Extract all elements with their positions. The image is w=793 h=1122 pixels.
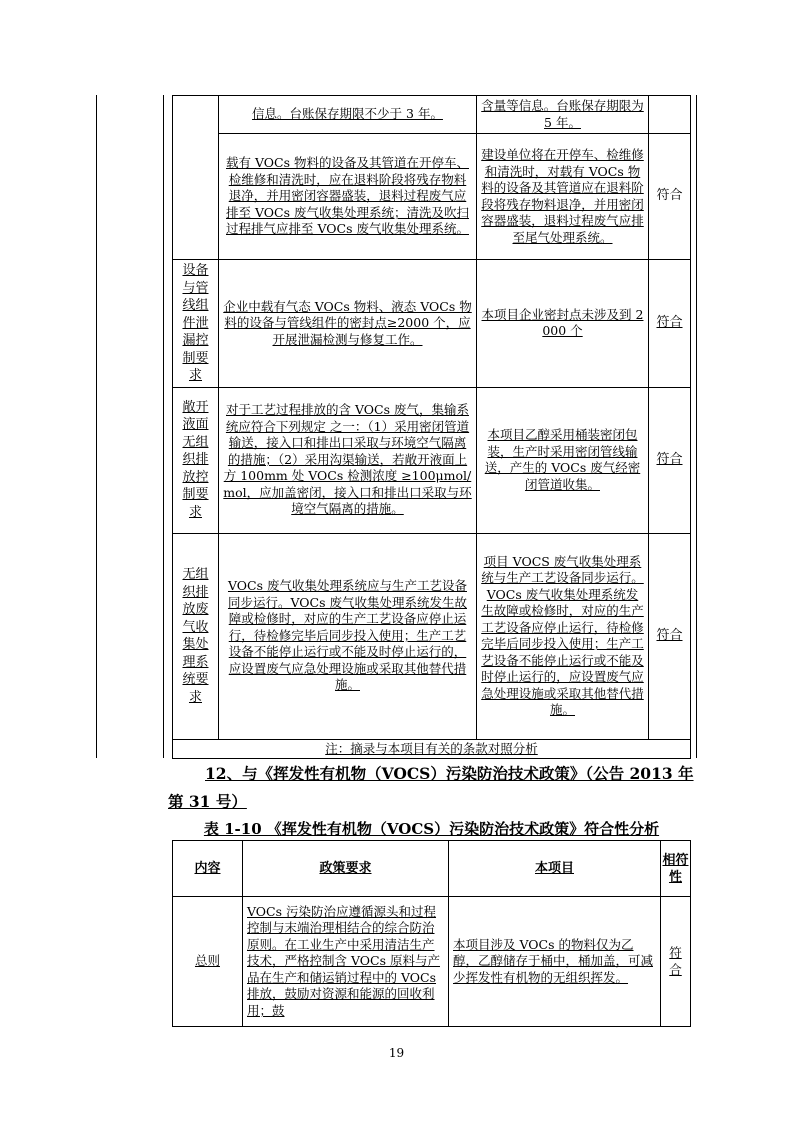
result-cell: 符合 — [649, 533, 691, 739]
project-cell: 本项目乙醇采用桶装密闭包装，生产时采用密闭管线输送，产生的 VOCs 废气经密闭管道收集。 — [477, 387, 649, 533]
table-row — [173, 96, 691, 134]
section-heading-line-1: 12、与《挥发性有机物（VOCS）污染防治技术政策》（公告 2013 年 — [205, 764, 694, 783]
outer-table-column-line — [163, 95, 164, 758]
requirement-cell: VOCs 废气收集处理系统应与生产工艺设备同步运行。VOCs 废气收集处理系统发生故障或检修时，对应的生产工艺设备应停止运行，待检修完毕后同步投入使用；生产工艺设备不能停止运行或不能及时停止运行的，应设置废气应急处理设施或采取其他替代措施。 — [219, 533, 477, 739]
header-compliance: 相符性 — [661, 841, 691, 897]
header-project: 本项目 — [449, 841, 661, 897]
category-cell: 敞开液面无组织排放控制要求 — [173, 387, 219, 533]
table-row — [173, 897, 691, 1027]
project-cell: 含量等信息。台账保存期限为 5 年。 — [477, 96, 649, 134]
table-caption: 表 1-10 《挥发性有机物（VOCS）污染防治技术政策》符合性分析 — [203, 820, 660, 838]
project-cell: 本项目涉及 VOCs 的物料仅为乙醇，乙醇储存于桶中，桶加盖，可减少挥发性有机物的无组织挥发。 — [449, 897, 661, 1027]
table-note: 注：摘录与本项目有关的条款对照分析 — [173, 739, 691, 758]
requirement-cell: 对于工艺过程排放的含 VOCs 废气，集输系统应符合下列规定 之一：（1）采用密闭管道输送，接入口和排出口采取与环境空气隔离的措施；（2）采用沟渠输送，若敞开液面上方 100mm 处 VOCs 检测浓度 ≥100μmol/mol，应加盖密闭，接入口和排出口采取与环境空气隔离的措施。 — [219, 387, 477, 533]
project-cell: 项目 VOCS 废气收集处理系统与生产工艺设备同步运行。VOCs 废气收集处理系统发生故障或检修时，对应的生产工艺设备应停止运行，待检修完毕后同步投入使用；生产工艺设备不能停止运行或不能及时停止运行的，应设置废气应急处理设施或采取其他替代措施。 — [477, 533, 649, 739]
requirement-cell: 信息。台账保存期限不少于 3 年。 — [219, 96, 477, 134]
result-cell: 符合 — [649, 260, 691, 388]
category-cell: 设备与管线组件泄漏控制要求 — [173, 260, 219, 388]
page-number: 19 — [388, 1046, 405, 1060]
result-cell — [649, 96, 691, 134]
policy-compliance-table — [172, 840, 691, 1027]
compliance-cell: 符合 — [661, 897, 691, 1027]
policy-cell: VOCs 污染防治应遵循源头和过程控制与末端治理相结合的综合防治原则。在工业生产中采用清洁生产技术，严格控制含 VOCs 原料与产品在生产和储运销过程中的 VOCs 排放，鼓励对资源和能源的回收利用；鼓 — [243, 897, 449, 1027]
project-cell: 本项目企业密封点未涉及到 2000 个 — [477, 260, 649, 388]
table-row — [173, 387, 691, 533]
category-cell: 无组织排放废气收集处理系统要求 — [173, 533, 219, 739]
requirement-cell: 载有 VOCs 物料的设备及其管道在开停车、检维修和清洗时，应在退料阶段将残存物料退净，并用密闭容器盛装，退料过程废气应排至 VOCs 废气收集处理系统；清洗及吹扫过程排气应排至 VOCs 废气收集处理系统。 — [219, 134, 477, 260]
table-row — [173, 134, 691, 260]
header-content: 内容 — [173, 841, 243, 897]
header-policy: 政策要求 — [243, 841, 449, 897]
requirement-cell: 企业中载有气态 VOCs 物料、液态 VOCs 物料的设备与管线组件的密封点≥2000 个，应开展泄漏检测与修复工作。 — [219, 260, 477, 388]
table-row — [173, 260, 691, 388]
vocs-requirements-table — [172, 95, 691, 759]
section-heading-line-2: 第 31 号） — [168, 792, 247, 811]
content-cell: 总则 — [173, 897, 243, 1027]
section-heading — [168, 760, 695, 816]
result-cell: 符合 — [649, 134, 691, 260]
table-header-row — [173, 841, 691, 897]
table-note-row — [173, 739, 691, 758]
category-cell — [173, 96, 219, 260]
table-row — [173, 533, 691, 739]
result-cell: 符合 — [649, 387, 691, 533]
project-cell: 建设单位将在开停车、检维修和清洗时，对载有 VOCs 物料的设备及其管道应在退料阶段将残存物料退净，并用密闭容器盛装，退料过程废气应排至尾气处理系统。 — [477, 134, 649, 260]
